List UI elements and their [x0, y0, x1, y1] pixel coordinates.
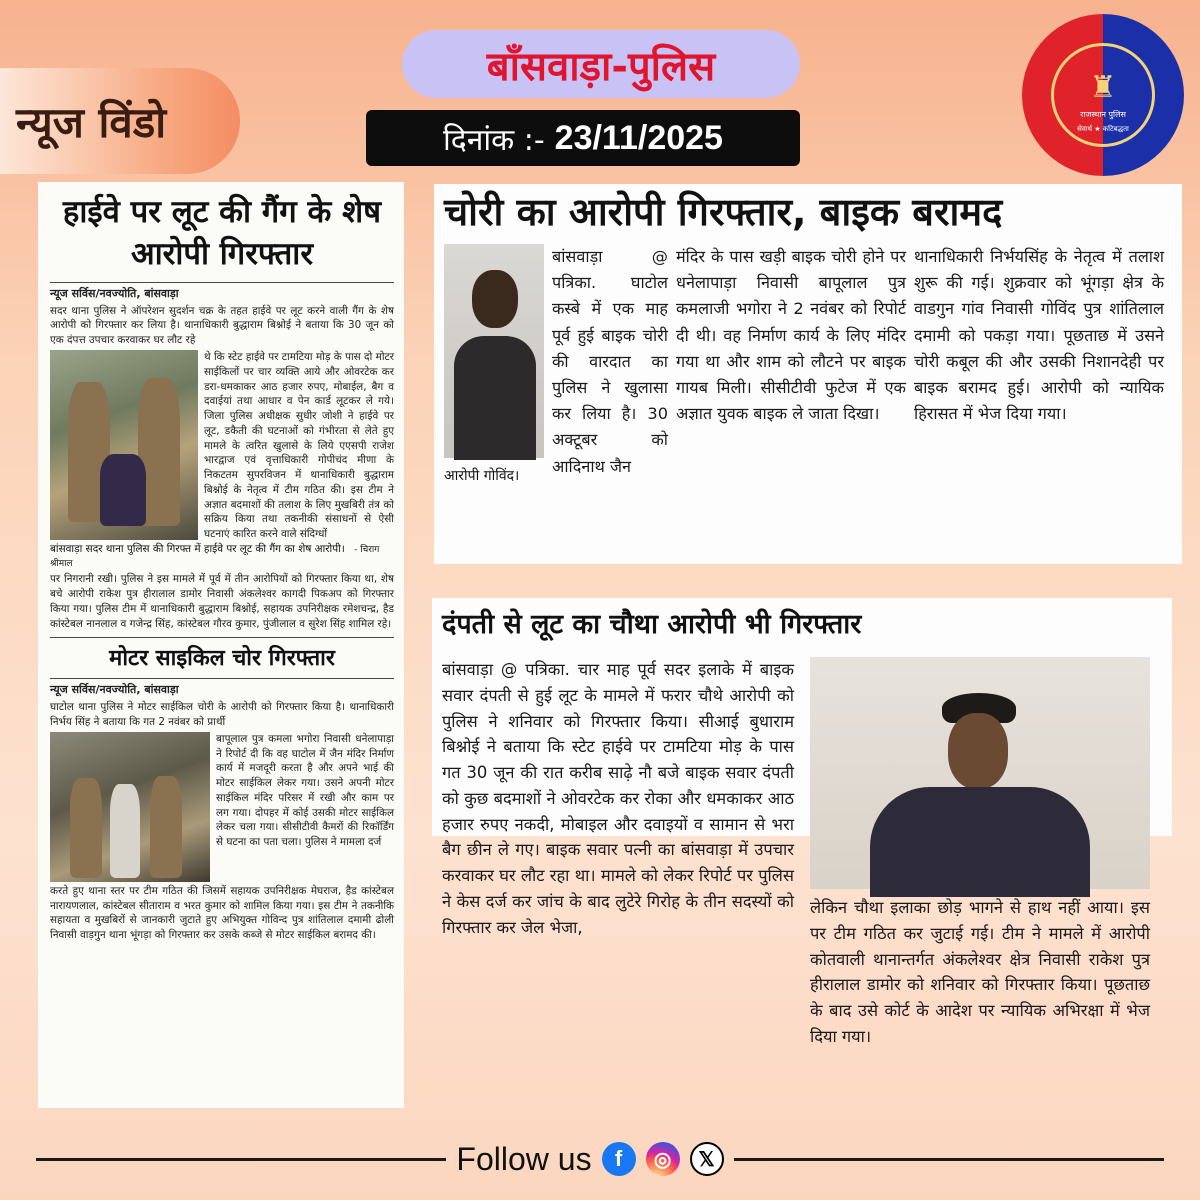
body-shape: [454, 336, 536, 460]
face-shape-2: [948, 713, 1008, 789]
date-box: [366, 110, 800, 166]
clip1-caption: बांसवाड़ा सदर थाना पुलिस की गिरफ्त में हाईवे पर लूट की गैंग का शेष आरोपी।: [50, 542, 345, 555]
clip1-body-end: पर निगरानी रखी। पुलिस ने इस मामले में पूर्व में तीन आरोपियों को गिरफ्तार किया था, शेष बचे आरोपी राकेश पुत्र हीरालाल डामोर निवासी अंकलेश्वर कागदी पिकअप को गिरफ्तार किया गया। पुलिस टीम में थानाधिकारी बुद्धाराम बिश्नोई, सहायक उपनिरीक्षक रमेशचन्द्र, हैड कांस्टेबल नानलाल व गजेन्द्र सिंह, कांस्टेबल गौरव कुमार, पुंजीलाल व सुरेश सिंह शामिल रहे।: [50, 573, 394, 630]
body-shape-2: [870, 787, 1090, 897]
clip2-columns: [444, 244, 1172, 485]
footer-line-left: [36, 1158, 446, 1161]
clip1-caption-wrap: [50, 542, 394, 570]
footer: [0, 1124, 1200, 1194]
clip1-side-text: थे कि स्टेट हाईवे पर टामटिया मोड़ के पास दो मोटर साईकिलों पर चार व्यक्ति आये और ओवरटेक कर डरा-धमकाकर आठ हजार रुपए, मोबाईल, बैग व दवाईयां तथा आधार व पेन कार्ड लूटकर ले गये। जिला पुलिस अधीक्षक सुधीर जोशी ने हाईवे पर लूट, डकैती की घटनाओं को गंभीरता से लेते हुए मामले के त्वरित खुलासे के लिये एएसपी राजेश भारद्वाज एवं वृत्ताधिकारी गोपीचंद मीणा के निकटतम सुपरविजन में थानाधिकारी बुद्धाराम बिश्नोई के नेतृत्व में टीम गठित की। इस टीम ने अज्ञात बदमाशों की तलाश के लिए मुखबिरी तंत्र को सक्रिय किया तथा तकनीकी संसाधनों से ऐसी घटनाएं कारित करने वाले संदिग्धों: [204, 350, 394, 541]
follow-us-text: Follow us: [456, 1140, 592, 1177]
clip1-intro: सदर थाना पुलिस ने ऑपरेशन सुदर्शन चक्र के तहत हाईवे पर लूट करने वाली गैंग के शेष आरोपी को गिरफ्तार कर लिया है। थानाधिकारी बुद्धाराम बिश्नोई ने बताया कि 30 जून को एक दंपत्त उपचार करवाकर घर लौट रहे: [50, 304, 394, 347]
accused-figure-2: [110, 784, 140, 878]
clip2-col2: मंदिर के पास खड़ी बाइक चोरी होने पर धनेलापाड़ा निवासी बापूलाल पुत्र कमलाजी भगोरा ने 2 नवंबर को रिपोर्ट दी थी। वह निर्माण कार्य के लिए मंदिर गया था और शाम को लौटने पर बाइक गायब मिली। सीसीटीवी फुटेज में एक अज्ञात युवक बाइक ले जाता दिखा।: [676, 246, 906, 424]
clip2-headline: चोरी का आरोपी गिरफ्तार, बाइक बरामद: [444, 190, 1003, 234]
clip1-byline2: न्यूज सर्विस/नवज्योति, बांसवाड़ा: [50, 678, 394, 697]
footer-line-right: [734, 1158, 1164, 1161]
clip3-col2: लेकिन चौथा इलाका छोड़ भागने से हाथ नहीं आया। इस पर टीम गठित कर जुटाई गई। टीम ने मामले में आरोपी कोतवाली थानान्तर्गत अंकलेश्वर क्षेत्र निवासी राकेश पुत्र हीरालाल डामोर को शनिवार को गिरफ्तार किया। पूछताछ के बाद उसे कोर्ट के आदेश पर न्यायिक अभिरक्षा में भेज दिया गया।: [810, 898, 1150, 1046]
clip3-col1: बांसवाड़ा @ पत्रिका. चार माह पूर्व सदर इलाके में बाइक सवार दंपती से हुई लूट के मामले में फरार चौथे आरोपी को पुलिस ने शनिवार को गिरफ्तार किया। सीआई बुधाराम बिश्नोई ने बताया कि स्टेट हाईवे पर टामटिया मोड़ के पास गत 30 जून की रात करीब साढ़े नौ बजे बाइक सवार दंपती को कुछ बदमाशों ने ओवरटेक कर रोका और धमकाकर आठ हजार रुपए नकदी, मोबाइल और दवाइयों व सामान से भरा बैग छीन ले गए। बाइक सवार पत्नी का बांसवाड़ा में उपचार करवाकर घर लौट रहा था। मामले को लेकर रिपोर्ट पर पुलिस ने केस दर्ज कर जांच के बाद लुटेरे गिरोह के तीन सदस्यों को गिरफ्तार कर जेल भेजा,: [442, 660, 794, 937]
clip1-side-text2: बापूलाल पुत्र कमला भगोरा निवासी धनेलापाड़ा ने रिपोर्ट दी कि वह घाटोल में जैन मंदिर निर्माण कार्य में मजदूरी करता है और अपने भाई की मोटर साईकिल लेकर गया। उसने अपनी मोटर साईकिल मंदिर परिसर में रखी और काम पर लग गया। दोपहर में कोई उसकी मोटर साईकिल लेकर चला गया। सीसीटीवी कैमरों की रिकॉर्डिंग से घटना का पता चला। पुलिस ने मामला दर्ज: [216, 732, 394, 849]
clip1-photo-col: [50, 350, 198, 542]
clip1-caption-credit: - चिराग श्रीमाल: [50, 544, 380, 570]
clip2-photo: [444, 244, 544, 458]
clip3-photo: [810, 657, 1150, 889]
instagram-icon[interactable]: ◎: [646, 1142, 680, 1176]
clip2-col1: बांसवाड़ा @ पत्रिका. घाटोल कस्बे में एक माह पूर्व हुई बाइक चोरी की वारदात का पुलिस ने खुलासा कर लिया है। 30 अक्टूबर को आदिनाथ जैन: [552, 246, 668, 476]
face-shape: [472, 270, 518, 328]
clip1-body-end2: करते हुए थाना स्तर पर टीम गठित की जिसमें सहायक उपनिरीक्षक मेघराज, हैड कांस्टेबल नारायणलाल, कांस्टेबल सीताराम व भरत कुमार को शामिल किया गया। इस टीम ने तकनीकि सहायता व मुखबिरों से जानकारी जुटाते हुए अभियुक्त गोविन्द पुत्र शांतिलाल दमामी ढोली निवासी वाड़गुन थाना भूंगड़ा को गिरफ्तार कर उसके कब्जे से मोटर साईकिल बरामद की।: [50, 884, 394, 942]
clip1-photo-row2: [50, 732, 394, 882]
clip3-columns: [442, 657, 1162, 1050]
clip1-intro2: घाटोल थाना पुलिस ने मोटर साईकिल चोरी के आरोपी को गिरफ्तार किया है। थानाधिकारी निर्भय सिंह ने बताया कि गत 2 नवंबर को प्रार्थी: [50, 701, 394, 729]
clip3-right-col: [810, 657, 1150, 1050]
logo-bottom-text: सेवार्थ ★ कटिबद्धता: [1077, 125, 1129, 133]
emblem-icon: ♜: [1089, 70, 1117, 105]
x-icon[interactable]: 𝕏: [690, 1142, 724, 1176]
news-window-banner: [0, 68, 240, 174]
title-pill: [402, 30, 800, 98]
clip1-headline: हाईवे पर लूट की गैंग के शेष आरोपी गिरफ्तार: [62, 194, 382, 272]
page-title: बाँसवाड़ा-पुलिस: [486, 43, 716, 90]
rajasthan-police-logo: [1022, 14, 1184, 176]
logo-top-text: राजस्थान पुलिस: [1080, 110, 1126, 119]
accused-figure: [100, 454, 146, 526]
logo-seal: [1051, 43, 1155, 147]
news-window-label: न्यूज विंडो: [16, 97, 167, 147]
clip1-photo-row: [50, 350, 394, 542]
date-value: 23/11/2025: [554, 118, 723, 157]
clip1-photo: [50, 350, 198, 540]
facebook-icon[interactable]: f: [602, 1142, 636, 1176]
clip1-byline: न्यूज सर्विस/नवज्योति, बांसवाड़ा: [50, 282, 394, 301]
clip1-headline2: मोटर साइकिल चोर गिरफ्तार: [50, 637, 394, 672]
clip2-photo-col: [444, 244, 544, 485]
clip2-photo-caption: आरोपी गोविंद।: [444, 467, 520, 484]
officer-figure-4: [150, 776, 182, 878]
news-clipping-highway-gang: [38, 182, 404, 1108]
news-clipping-couple-robbery: [432, 598, 1172, 1046]
clip2-col3: थानाधिकारी निर्भयसिंह के नेतृत्व में तलाश शुरू की गई। शुक्रवार को भूंगड़ा क्षेत्र के वाडगुन गांव निवासी गोविंद पुत्र शांतिलाल दमामी को पकड़ा गया। पूछताछ में उसने चोरी कबूल की और उसकी निशानदेही पर बाइक बरामद हुई। आरोपी को न्यायिक हिरासत में भेज दिया गया।: [914, 246, 1164, 424]
date-label: दिनांक :-: [443, 122, 545, 158]
clip1-photo2: [50, 732, 210, 882]
clip3-headline: दंपती से लूट का चौथा आरोपी भी गिरफ्तार: [442, 609, 862, 640]
officer-figure-3: [70, 778, 102, 878]
news-clipping-bike-theft: [434, 184, 1182, 564]
